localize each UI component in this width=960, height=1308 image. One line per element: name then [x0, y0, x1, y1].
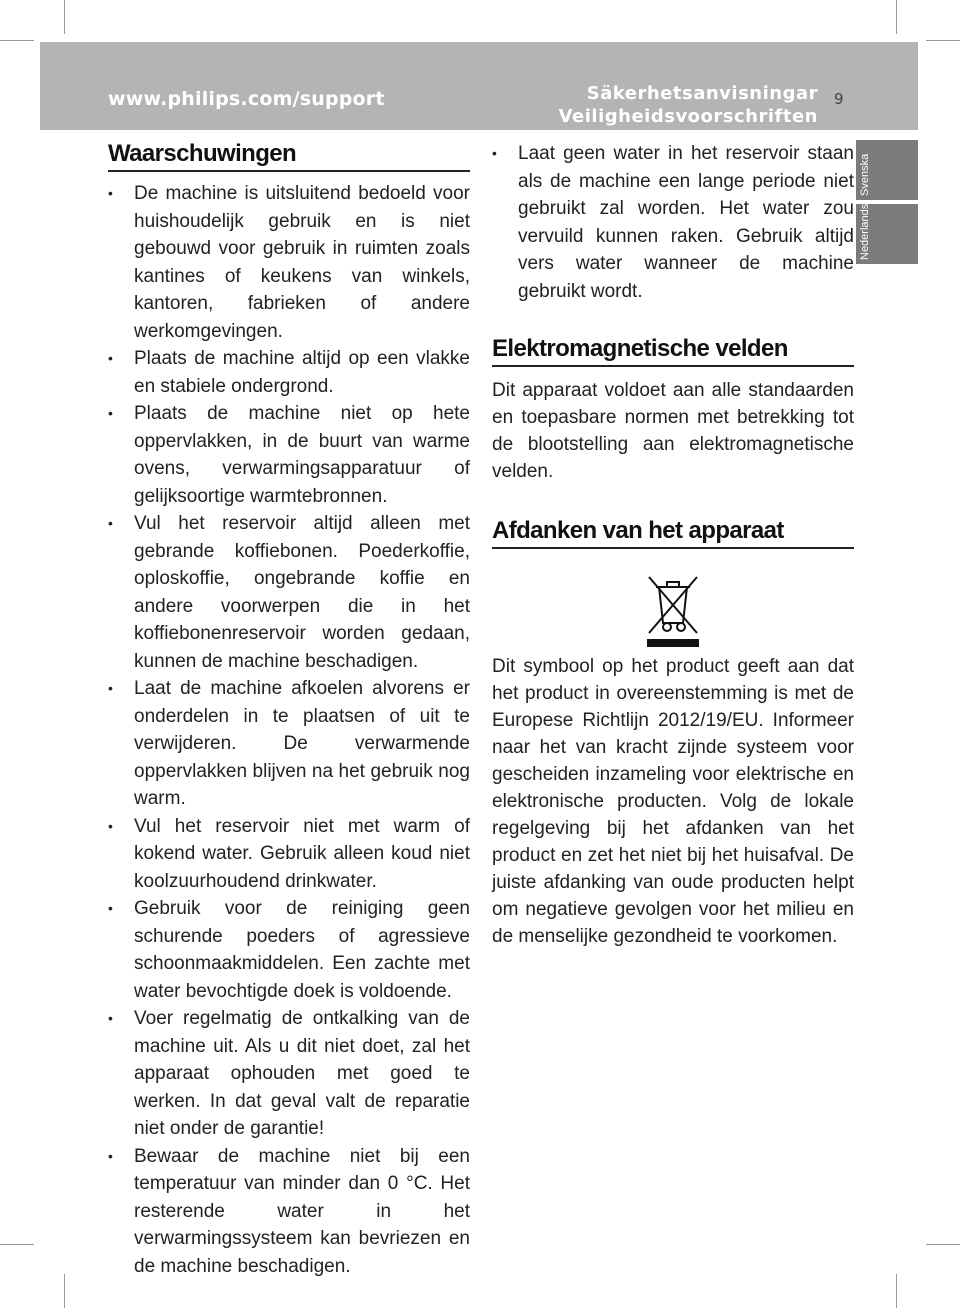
left-column [108, 140, 470, 1280]
disposal-text: Dit symbool op het product geeft aan dat het product in overeenstemming is met de Europese Richtlijn 2012/19/EU. Informeer naar het van kracht zijnde systeem voor gescheiden inzameling voor elektrische en elektronische producten. Volg de lokale regelgeving bij het afdanken van het product en zet het niet bij het huisafval. De juiste afdanking van oude producten helpt om negatieve gevolgen voor het milieu en de menselijke gezondheid te voorkomen. [492, 656, 854, 947]
emf-text: Dit apparaat voldoet aan alle standaarden en toepasbare normen met betrekking tot de blootstelling aan elektromagnetische velden. [492, 380, 854, 482]
lang-tab-label: Nederlands [859, 203, 871, 260]
crop-mark [926, 1244, 960, 1245]
disposal-heading: Afdanken van het apparaat [492, 517, 854, 549]
list-item: • Plaats de machine niet op hete oppervlakken, in de buurt van warme ovens, verwarmingsapparatuur of gelijksoortige warmtebronnen. [108, 400, 470, 510]
lang-tab-label: Svenska [859, 153, 871, 196]
crop-mark [64, 1274, 65, 1308]
warnings-list-continued [492, 140, 854, 305]
section-title-sv: Säkerhetsanvisningar [586, 83, 818, 104]
crop-mark [896, 1274, 897, 1308]
crop-mark [0, 40, 34, 41]
crop-mark [64, 0, 65, 34]
lang-tab-svenska[interactable] [856, 140, 918, 200]
section-title-nl: Veiligheidsvoorschriften [558, 106, 818, 127]
list-item: • Plaats de machine altijd op een vlakke en stabiele ondergrond. [108, 345, 470, 400]
lang-tab-nederlands[interactable] [856, 204, 918, 264]
crop-mark [896, 0, 897, 34]
list-item: • Laat de machine afkoelen alvorens er onderdelen in te plaatsen of uit te verwijderen. De verwarmende oppervlakken blijven na het gebruik nog warm. [108, 675, 470, 813]
support-url[interactable]: www.philips.com/support [108, 88, 385, 110]
list-item: • Bewaar de machine niet bij een temperatuur van minder dan 0 °C. Het resterende water in het verwarmingssysteem kan bevriezen en de machine beschadigen. [108, 1143, 470, 1281]
warnings-heading: Waarschuwingen [108, 140, 470, 172]
crop-mark [926, 40, 960, 41]
section-title [559, 82, 818, 128]
page-number: 9 [834, 90, 844, 108]
crossed-out-bin-icon [645, 573, 701, 647]
crop-mark [0, 1244, 34, 1245]
list-item: • Gebruik voor de reiniging geen schurende poeders of agressieve schoonmaakmiddelen. Een zachte met water bevochtigde doek is voldoende. [108, 895, 470, 1005]
list-item: • Voer regelmatig de ontkalking van de machine uit. Als u dit niet doet, zal het apparaat ophouden met goed te werken. In dat geval valt de reparatie niet onder de garantie! [108, 1005, 470, 1143]
warnings-list [108, 180, 470, 1280]
emf-heading: Elektromagnetische velden [492, 335, 854, 367]
list-item: • Laat geen water in het reservoir staan als de machine een lange periode niet gebruikt zal worden. Het water zou vervuild kunnen raken. Gebruik altijd vers water wanneer de machine gebruikt wordt. [492, 140, 854, 305]
list-item: • De machine is uitsluitend bedoeld voor huishoudelijk gebruik en is niet gebouwd voor gebruik in ruimten zoals kantines of keukens van winkels, kantoren, fabrieken of andere werkomgevingen. [108, 180, 470, 345]
right-column [492, 140, 854, 950]
list-item: • Vul het reservoir niet met warm of kokend water. Gebruik alleen koud niet koolzuurhoudend drinkwater. [108, 813, 470, 896]
list-item: • Vul het reservoir altijd alleen met gebrande koffiebonen. Poederkoffie, oploskoffie, ongebrande koffie en andere voorwerpen die in het koffiebonenreservoir worden gedaan, kunnen de machine beschadigen. [108, 510, 470, 675]
